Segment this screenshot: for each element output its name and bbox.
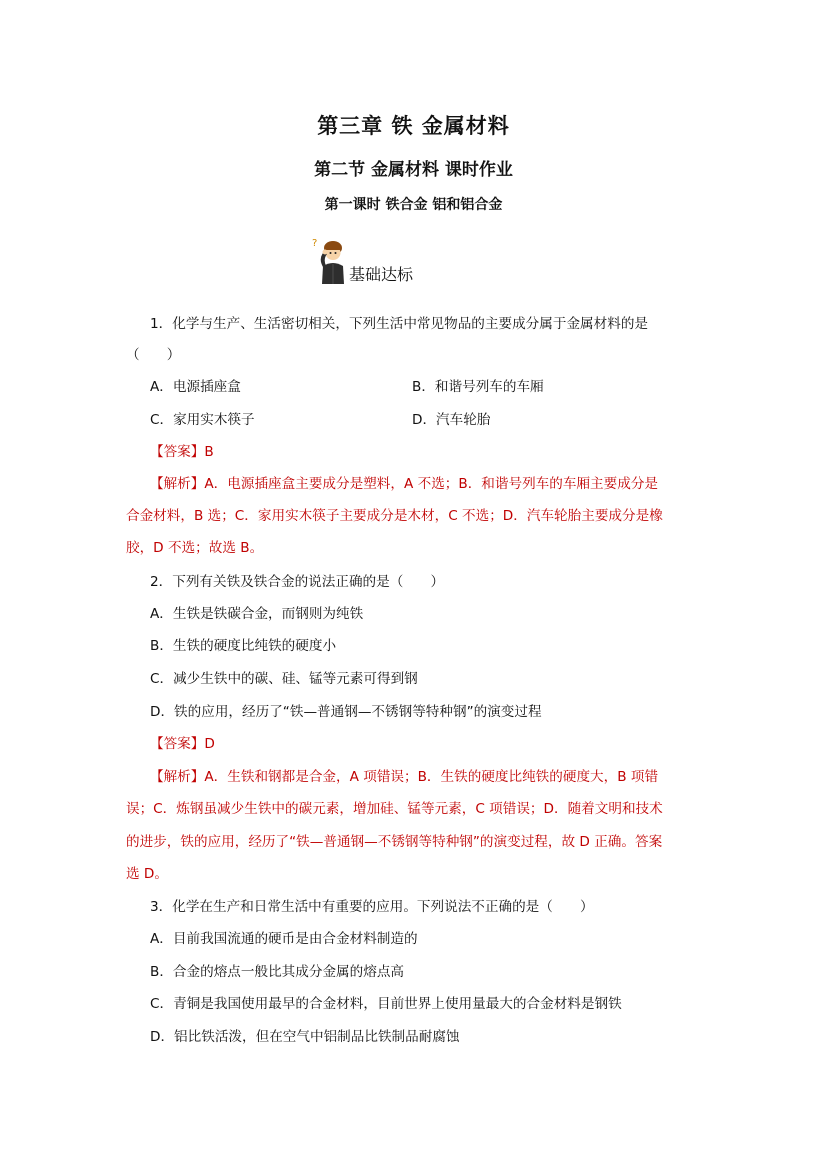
q1-paren: （ ） <box>126 347 181 363</box>
q1-answer <box>150 442 214 462</box>
q3-option-a: A．目前我国流通的硬币是由合金材料制造的 <box>150 931 418 947</box>
badge-label: 基础达标 <box>349 265 414 284</box>
q1-option-d: D．汽车轮胎 <box>412 412 491 428</box>
answer-value: B <box>204 444 214 460</box>
thinking-student-icon <box>312 236 352 284</box>
q2-option-c: C．减少生铁中的碳、硅、锰等元素可得到钢 <box>150 671 418 687</box>
q1-option-c: C．家用实木筷子 <box>150 412 255 428</box>
analysis-text: A．电源插座盒主要成分是塑料，A 不选；B．和谐号列车的车厢主要成分是 <box>204 476 659 492</box>
answer-label: 【答案】 <box>150 736 205 752</box>
section-badge <box>312 236 452 286</box>
q1-stem: 1．化学与生产、生活密切相关，下列生活中常见物品的主要成分属于金属材料的是 <box>150 316 649 332</box>
q2-analysis-line: 选 D。 <box>126 866 168 882</box>
q1-analysis-line <box>150 474 658 494</box>
q1-analysis-line: 胶，D 不选；故选 B。 <box>126 540 264 556</box>
q2-analysis-line <box>150 767 658 787</box>
q2-option-b: B．生铁的硬度比纯铁的硬度小 <box>150 638 337 654</box>
analysis-label: 【解析】 <box>150 769 205 785</box>
q3-option-d: D．铝比铁活泼，但在空气中铝制品比铁制品耐腐蚀 <box>150 1029 460 1045</box>
svg-text:?: ? <box>312 238 318 249</box>
lesson-title: 第一课时 铁合金 铝和铝合金 <box>324 197 503 213</box>
section-title: 第二节 金属材料 课时作业 <box>314 160 513 180</box>
q1-analysis-line: 合金材料，B 选；C．家用实木筷子主要成分是木材，C 不选；D．汽车轮胎主要成分是橡 <box>126 508 663 524</box>
q2-answer <box>150 734 215 754</box>
q2-option-d: D．铁的应用，经历了“铁—普通钢—不锈钢等特种钢”的演变过程 <box>150 704 542 720</box>
q1-option-b: B．和谐号列车的车厢 <box>412 379 544 395</box>
q3-option-b: B．合金的熔点一般比其成分金属的熔点高 <box>150 964 405 980</box>
analysis-text: A．生铁和钢都是合金，A 项错误；B．生铁的硬度比纯铁的硬度大，B 项错 <box>204 769 659 785</box>
answer-value: D <box>204 736 215 752</box>
q2-stem: 2．下列有关铁及铁合金的说法正确的是（ ） <box>150 574 445 590</box>
q1-option-a: A．电源插座盒 <box>150 379 241 395</box>
q3-option-c: C．青铜是我国使用最早的合金材料，目前世界上使用量最大的合金材料是钢铁 <box>150 996 622 1012</box>
q2-option-a: A．生铁是铁碳合金，而钢则为纯铁 <box>150 606 364 622</box>
chapter-title: 第三章 铁 金属材料 <box>317 113 510 138</box>
answer-label: 【答案】 <box>150 444 205 460</box>
analysis-label: 【解析】 <box>150 476 205 492</box>
q2-analysis-line: 的进步，铁的应用，经历了“铁—普通钢—不锈钢等特种钢”的演变过程，故 D 正确。答案 <box>126 834 663 850</box>
q2-analysis-line: 误；C．炼钢虽减少生铁中的碳元素，增加硅、锰等元素，C 项错误；D．随着文明和技术 <box>126 801 663 817</box>
q3-stem: 3．化学在生产和日常生活中有重要的应用。下列说法不正确的是（ ） <box>150 899 594 915</box>
